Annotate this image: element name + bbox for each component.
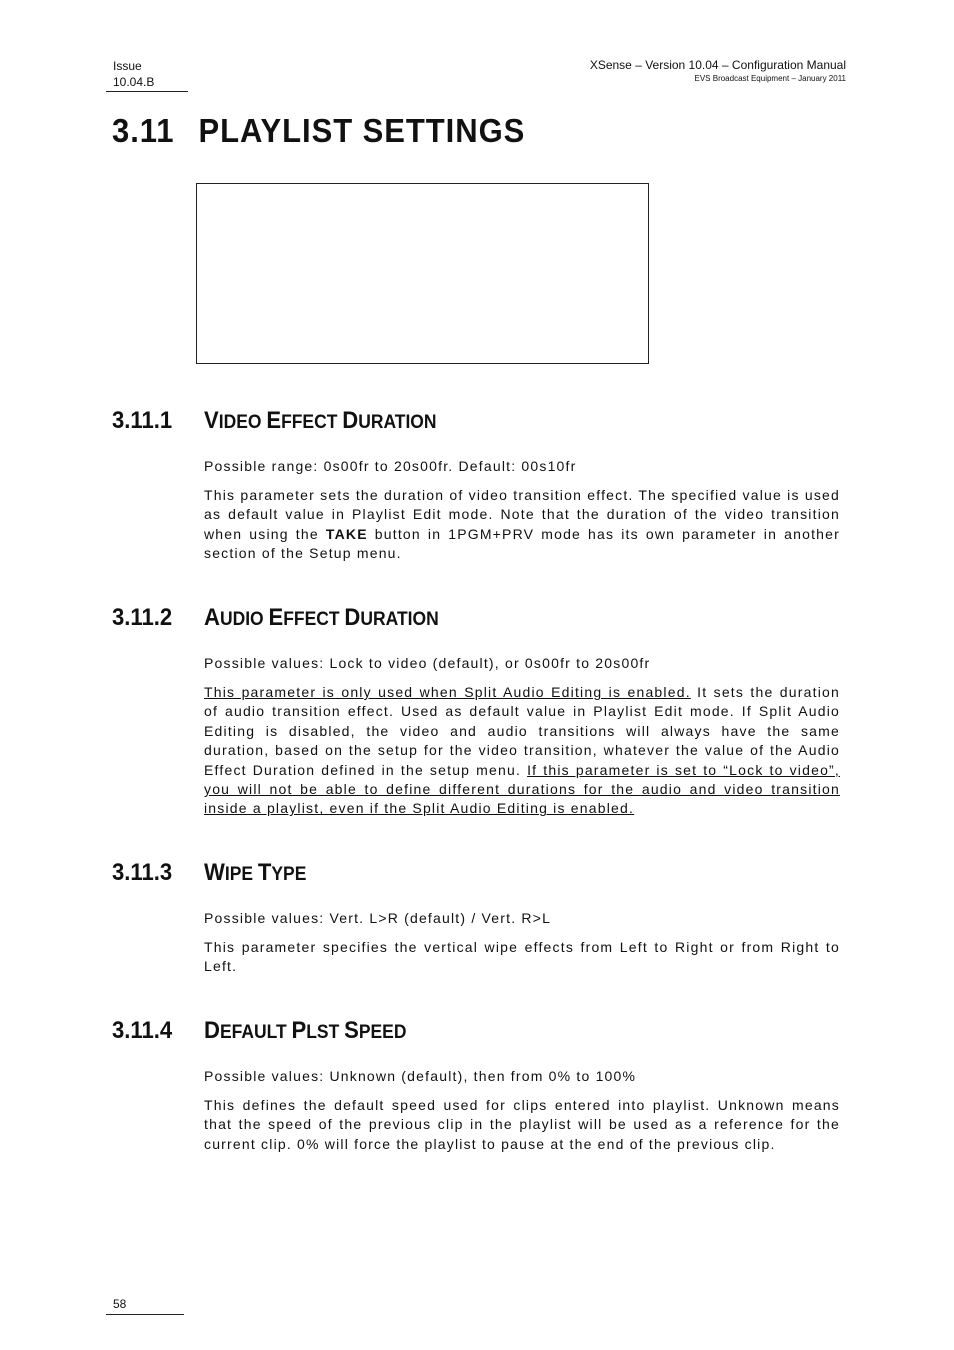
range-text: Possible range: 0s00fr to 20s00fr. Default: 00s10fr [204, 458, 577, 474]
title-part: IPE [224, 864, 258, 885]
title-part: T [257, 859, 272, 886]
title-part: E [268, 604, 284, 631]
subsection-heading-wipe-type [112, 859, 306, 887]
issue-label: Issue [113, 59, 142, 73]
title-part: EFAULT [219, 1022, 292, 1043]
subsection-number: 3.11.2 [112, 604, 173, 631]
title-part: YPE [271, 864, 307, 885]
range-text: Possible values: Vert. L>R (default) / Vert. R>L [204, 910, 552, 926]
subsection-heading-audio-effect-duration [112, 604, 439, 632]
title-part: UDIO [219, 609, 269, 630]
title-part: W [204, 859, 225, 886]
header-manual-info [590, 58, 846, 85]
title-part: D [204, 1017, 220, 1044]
body-paragraph [204, 683, 840, 819]
body-text: This parameter sets the duration of video transition effect. The specified value is used as default value in Playlist Edit mode. Note that the duration of the video transition when using the [204, 487, 840, 542]
title-part: V [204, 407, 219, 434]
title-part: D [344, 604, 361, 631]
title-part: LST [306, 1022, 345, 1043]
body-paragraph: This defines the default speed used for clips entered into playlist. Unknown means that the speed of the previous clip in the playlist will be used as a reference for the current clip. 0% will force the playlist to pause at the end of the previous clip. [204, 1097, 840, 1152]
body-paragraph: This parameter specifies the vertical wipe effects from Left to Right or from Right to Left. [204, 939, 840, 975]
title-part: FFECT [281, 412, 343, 433]
title-part: E [266, 407, 282, 434]
title-part: PEED [358, 1022, 407, 1043]
page-number: 58 [113, 1297, 127, 1311]
issue-number: 10.04.B [113, 75, 155, 89]
title-part: S [344, 1017, 359, 1044]
header-issue [113, 58, 154, 90]
title-part: IDEO [218, 412, 267, 433]
title-part: URATION [360, 609, 439, 630]
footer-divider [106, 1314, 184, 1315]
subsection-number: 3.11.1 [112, 407, 173, 434]
subsection-heading-default-plst-speed [112, 1017, 406, 1045]
body-text: It sets the duration of audio transition effect. Used as default value in Playlist Edit mode. If Split Audio Editing is disabled, the video and audio transitions will always have the same duration, based on the setup for the video transition, whatever the value of the Audio Effect Duration defined in the setup menu. [204, 684, 840, 778]
title-part: D [342, 407, 359, 434]
subsection-number: 3.11.4 [112, 1017, 173, 1044]
range-text: Possible values: Unknown (default), then from 0% to 100% [204, 1068, 637, 1084]
title-part: FFECT [283, 609, 345, 630]
range-text: Possible values: Lock to video (default), or 0s00fr to 20s00fr [204, 655, 651, 671]
title-part: URATION [358, 412, 437, 433]
manual-title: XSense – Version 10.04 – Configuration Manual [589, 58, 846, 72]
subsection-number: 3.11.3 [112, 859, 173, 886]
manual-subtitle: EVS Broadcast Equipment – January 2011 [694, 74, 846, 83]
subsection-heading-video-effect-duration [112, 407, 437, 435]
body-text: button in 1PGM+PRV mode has its own parameter in another section of the Setup menu. [204, 525, 840, 562]
section-heading [112, 112, 525, 150]
figure-placeholder [196, 183, 649, 364]
title-part: A [204, 604, 220, 631]
body-underlined-text: If this parameter is set to “Lock to video”, you will not be able to define different durations for the audio and video transition inside a playlist, even if the Split Audio Editing is enabled. [204, 761, 841, 817]
section-title: PLAYLIST SETTINGS [198, 112, 526, 149]
header-divider [106, 91, 188, 92]
title-part: P [291, 1017, 307, 1044]
section-number: 3.11 [112, 112, 175, 149]
body-bold-text: TAKE [325, 525, 368, 542]
body-paragraph [204, 486, 840, 564]
body-underlined-text: This parameter is only used when Split Audio Editing is enabled. [204, 684, 691, 700]
